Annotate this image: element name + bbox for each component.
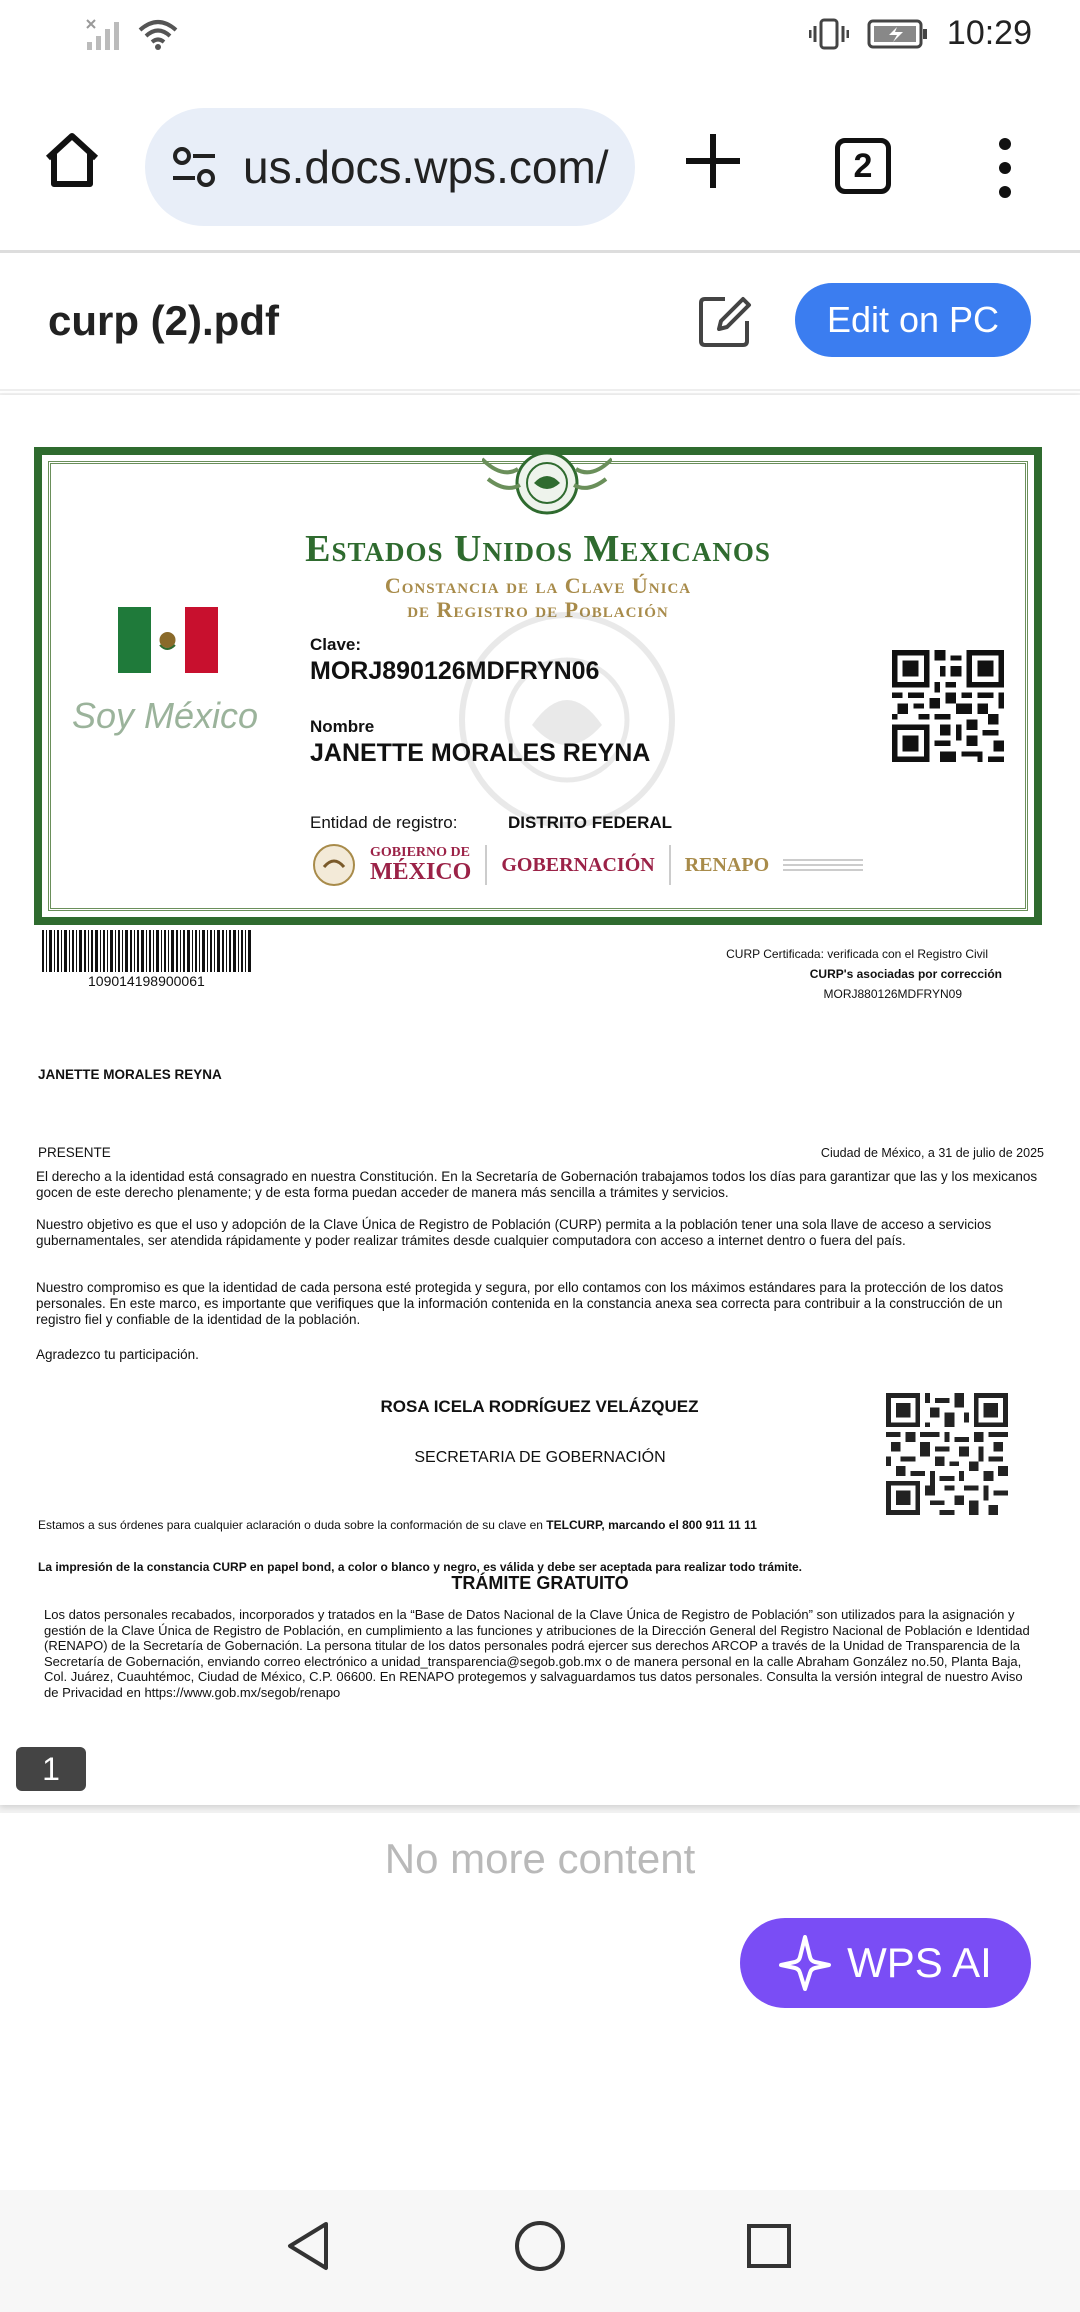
associated-curp-value: MORJ880126MDFRYN09 [823, 987, 962, 1001]
renapo-tagline-marks [783, 859, 863, 871]
letter-date: Ciudad de México, a 31 de julio de 2025 [820, 1146, 1044, 1160]
clave-label: Clave: [310, 635, 362, 654]
gobierno-seal-icon [312, 843, 356, 887]
vibrate-icon [809, 16, 849, 52]
recents-icon[interactable] [745, 2222, 793, 2270]
soy-mexico-text: Soy México [72, 695, 259, 736]
more-menu-icon[interactable] [990, 136, 1020, 200]
contact-line [38, 1517, 757, 1533]
renapo-logo: RENAPO [684, 853, 770, 876]
letter-recipient: JANETTE MORALES REYNA [38, 1067, 222, 1082]
status-time: 10:29 [946, 14, 1032, 52]
nombre-value: JANETTE MORALES REYNA [310, 739, 651, 767]
certified-note: CURP Certificada: verificada con el Registro Civil [726, 947, 988, 961]
tab-switcher-button[interactable]: 2 [835, 138, 891, 194]
curp-certificate [34, 447, 1042, 925]
clave-value: MORJ890126MDFRYN06 [310, 657, 600, 685]
system-navigation-bar [0, 2190, 1080, 2312]
page-number-badge: 1 [16, 1747, 86, 1791]
wps-ai-label[interactable]: WPS AI [847, 1939, 992, 1986]
back-icon[interactable] [282, 2218, 334, 2274]
document-header [0, 253, 1080, 391]
home-nav-icon[interactable] [513, 2219, 567, 2273]
new-tab-icon[interactable] [680, 128, 746, 194]
letter-paragraph-1: El derecho a la identidad está consagrado en nuestra Constitución. En la Secretaría de Gobernación trabajamos todos los días para garantizar que las y los mexicanos gocen de este derecho plenamente; y de esta forma puedan acceder de manera más sencilla a trámites y servicios. [36, 1169, 1038, 1200]
signature-qr-code [886, 1393, 1008, 1515]
qr-code [892, 650, 1004, 762]
signal-icon [85, 18, 123, 52]
document-viewer[interactable] [0, 393, 1080, 1813]
letter-presente: PRESENTE [38, 1145, 111, 1160]
privacy-notice: Los datos personales recabados, incorporados y tratados en la “Base de Datos Nacional de la Clave Única de Registro de Población” son utilizados para la asignación y gestión de la Clave Única de Registro de Población, en cumplimiento a las funciones y atribuciones de la Dirección General del Registro Nacional de Población e Identidad (RENAPO) de la Secretaría de Gobernación. La persona titular de los datos personales podrá ejercer sus derechos ARCOP a través de la Unidad de Transparencia de la Secretaría de Gobernación, enviando correo electrónico a unidad_transparencia@segob.gob.mx o de manera personal en la calle Abraham González no.50, Planta Baja, Col. Juárez, Cuauhtémoc, Ciudad de México, C.P. 06600. En RENAPO protegemos y salvaguardamos tus datos personales. Consulta la versión integral de nuestro Aviso de Privacidad en https://www.gob.mx/segob/renapo [44, 1607, 1030, 1700]
national-seal-icon [482, 449, 612, 519]
certificate-subtitle-2: de Registro de Población [407, 597, 669, 622]
gobierno-mexico-logo [370, 846, 471, 884]
print-validity-note: La impresión de la constancia CURP en papel bond, a color o blanco y negro, es válida y debe ser aceptada para realizar todo trámite. [38, 1560, 803, 1574]
gobierno-logo-line1: GOBIERNO DE [370, 845, 470, 860]
site-settings-icon[interactable] [169, 142, 219, 192]
barcode [42, 930, 252, 972]
letter-thanks: Agradezco tu participación. [36, 1347, 199, 1362]
logo-divider [485, 845, 487, 885]
mexico-flag-icon [118, 607, 218, 673]
nombre-label: Nombre [310, 717, 375, 736]
contact-prefix: Estamos a sus órdenes para cualquier aclaración o duda sobre la conformación de su clave en [38, 1518, 547, 1532]
government-logos [312, 843, 863, 887]
address-bar[interactable] [145, 108, 635, 226]
home-icon[interactable] [40, 128, 104, 192]
document-title: curp (2).pdf [48, 297, 279, 344]
signer-name: ROSA ICELA RODRÍGUEZ VELÁZQUEZ [380, 1397, 699, 1416]
gobierno-logo-line2: MÉXICO [370, 859, 472, 885]
entidad-value: DISTRITO FEDERAL [508, 813, 673, 832]
edit-icon[interactable] [695, 291, 755, 351]
associated-curp-label: CURP's asociadas por corrección [809, 967, 1002, 981]
certificate-subtitle-1: Constancia de la Clave Única [384, 573, 692, 598]
url-text[interactable]: us.docs.wps.com/ [243, 141, 609, 193]
gobernacion-logo: GOBERNACIÓN [501, 853, 655, 876]
entidad-label: Entidad de registro: [310, 813, 458, 832]
watermark-seal-icon [452, 605, 682, 835]
edit-on-pc-button[interactable]: Edit on PC [795, 283, 1031, 357]
browser-toolbar [0, 100, 1080, 230]
wps-ai-button[interactable] [740, 1918, 1031, 2008]
wifi-icon [137, 18, 179, 52]
ai-sparkle-icon [779, 1935, 831, 1991]
battery-icon [867, 17, 929, 51]
logo-divider [669, 845, 671, 885]
letter-paragraph-2: Nuestro objetivo es que el uso y adopción de la Clave Única de Registro de Población (CURP) permita a la población tener una sola llave de acceso a servicios gubernamentales, ser atendida rápidamente y poder realizar trámites desde cualquier computadora con acceso a internet dentro o fuera del país. [36, 1217, 992, 1248]
contact-phone: TELCURP, marcando el 800 911 11 11 [546, 1518, 757, 1532]
barcode-number: 109014198900061 [88, 973, 205, 989]
letter-paragraph-3: Nuestro compromiso es que la identidad de cada persona esté protegida y segura, por ello contamos con los máximos estándares para la protección de los datos personales. En este marco, es importante que verifiques que la información contenida en la constancia anexa sea correcta para contribuir a la construcción de un registro fiel y confiable de la identidad de la población. [36, 1280, 1004, 1327]
no-more-content: No more content [384, 1835, 696, 1882]
certificate-title: Estados Unidos Mexicanos [305, 528, 771, 570]
free-procedure-label: TRÁMITE GRATUITO [451, 1573, 629, 1593]
status-bar [0, 0, 1080, 80]
signer-title: SECRETARIA DE GOBERNACIÓN [414, 1449, 666, 1466]
pdf-page [0, 395, 1080, 1805]
